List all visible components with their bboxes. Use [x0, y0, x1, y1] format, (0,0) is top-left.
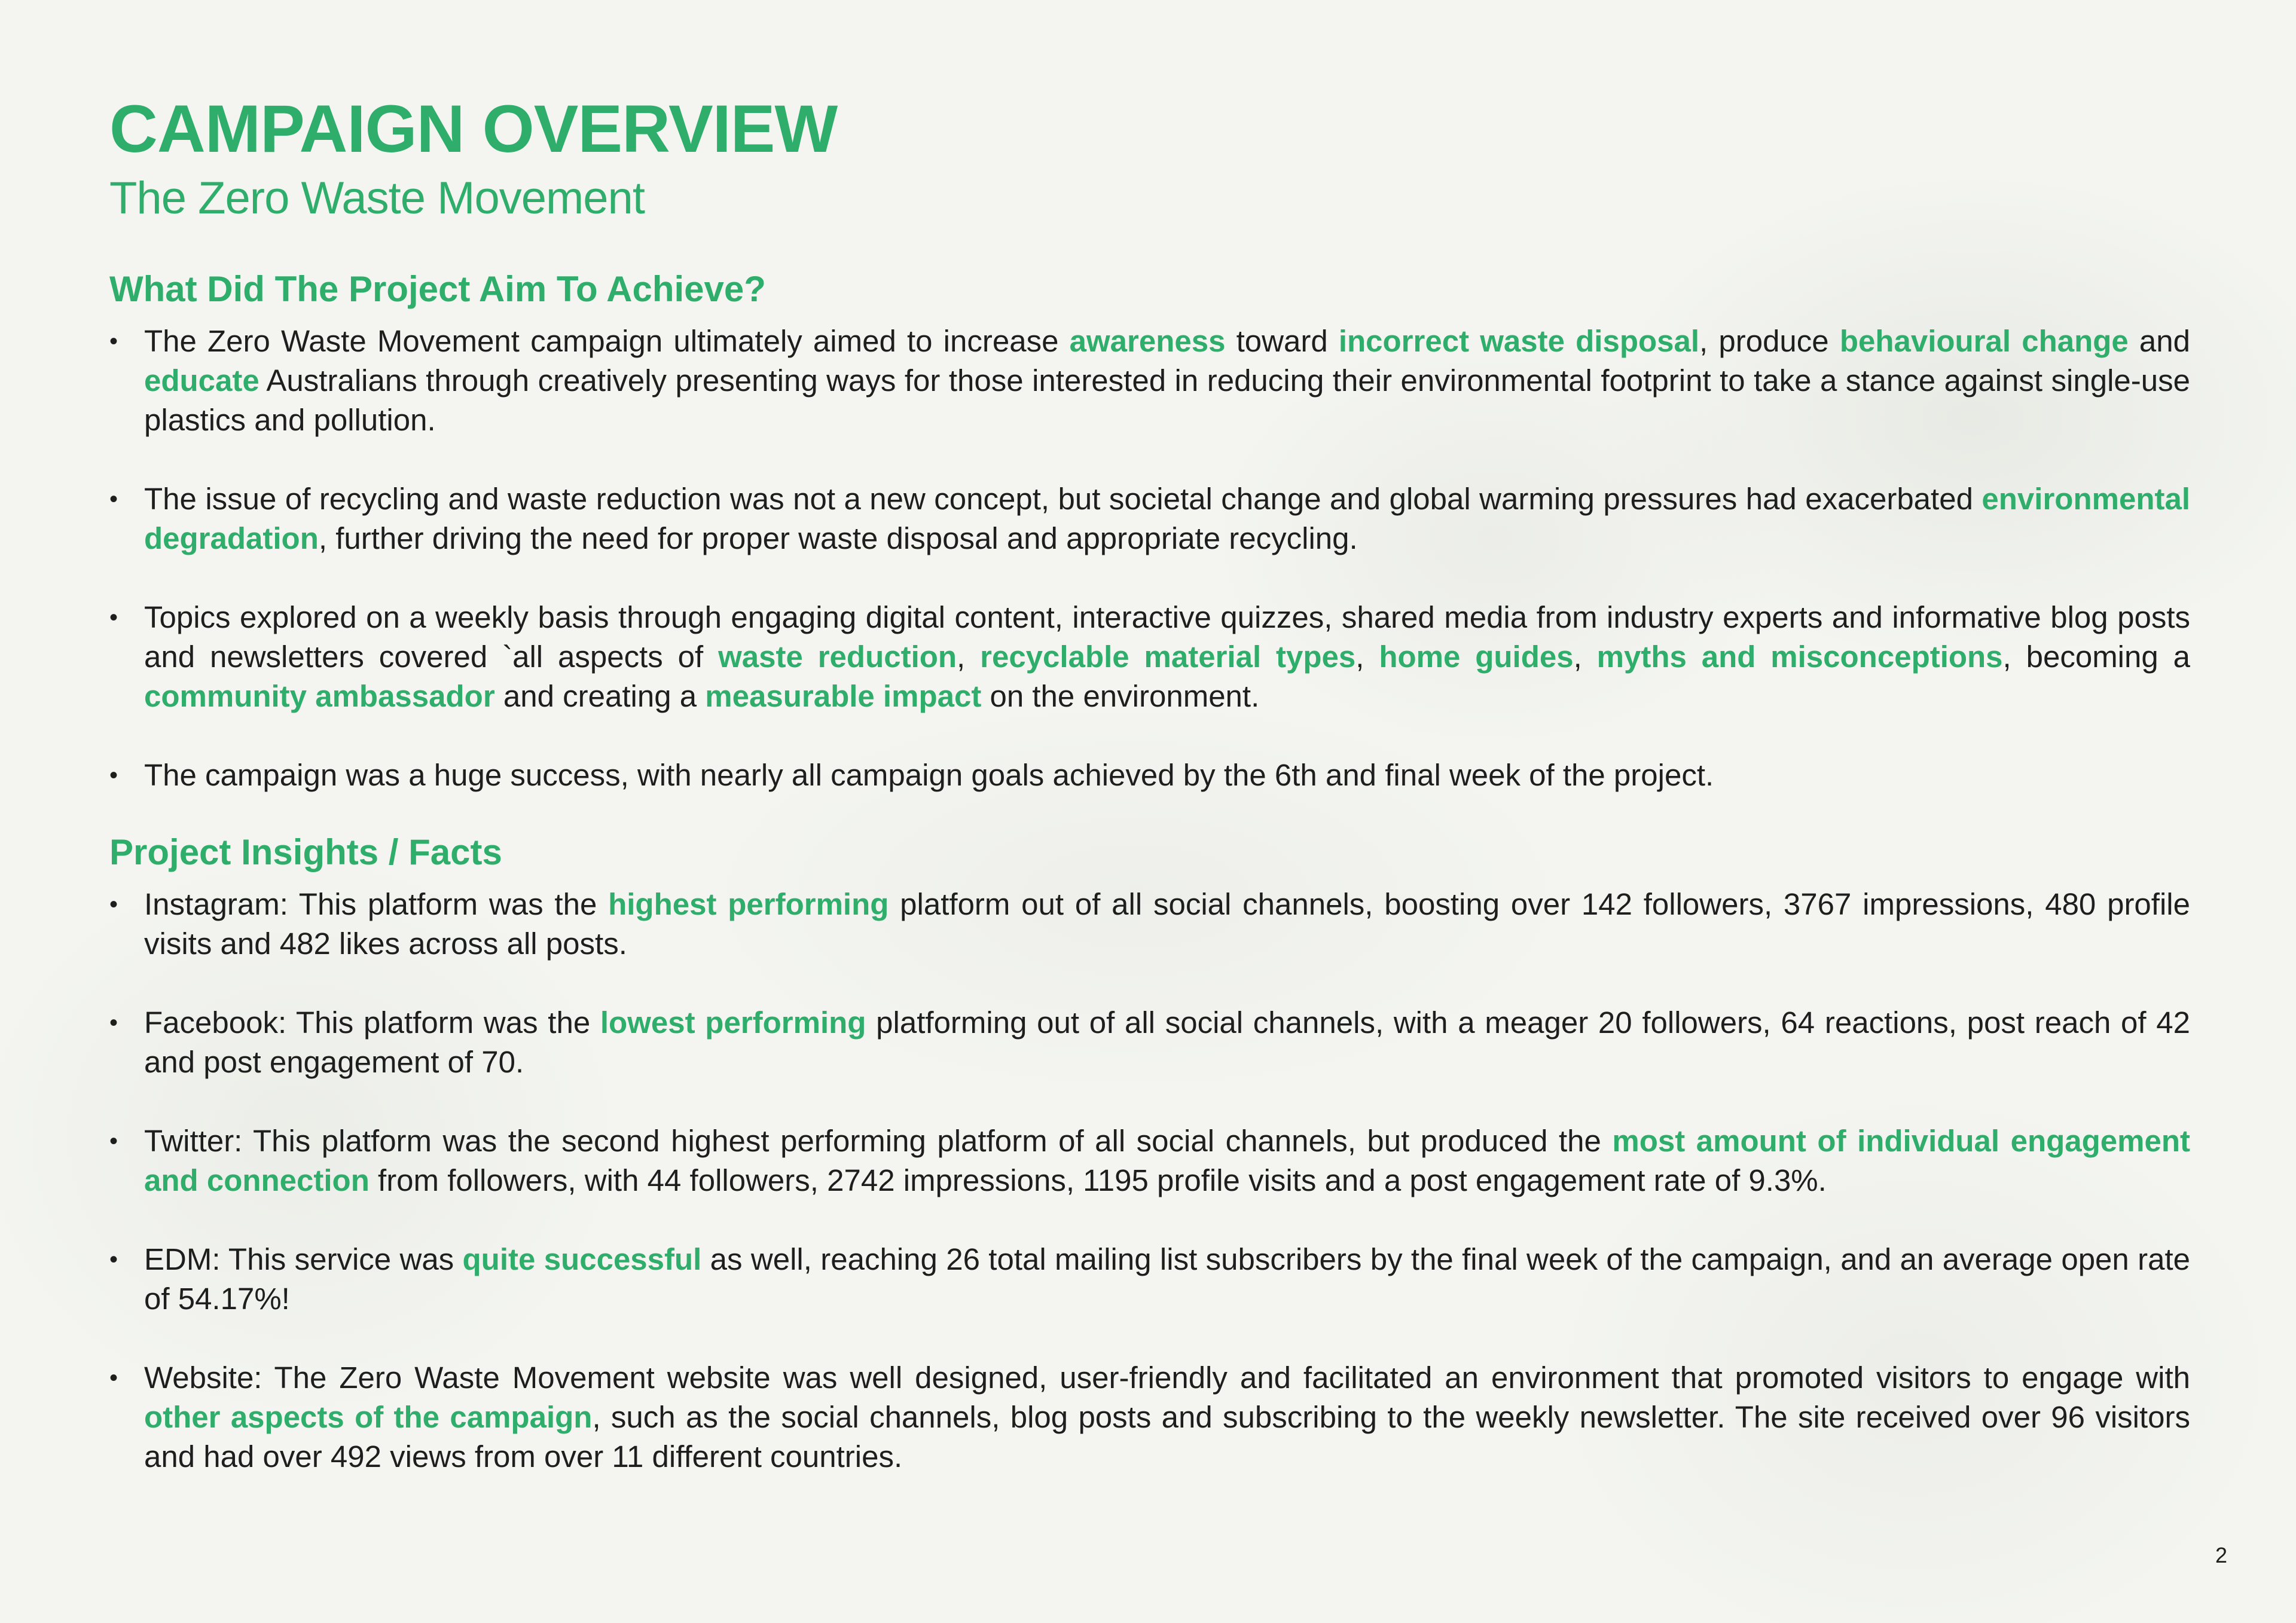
- section-heading-insights: Project Insights / Facts: [109, 832, 502, 872]
- page-title: CAMPAIGN OVERVIEW: [109, 91, 838, 166]
- text-segment: and: [2128, 323, 2191, 358]
- text-segment: Website: The Zero Waste Movement website was well designed, user-friendly and facilitated an environment that promoted visitors to engage with: [144, 1360, 2190, 1395]
- page-number: 2: [2215, 1543, 2227, 1567]
- bullet-text: [144, 887, 2190, 961]
- insight-bullet-item: [109, 885, 2190, 964]
- highlight-text: other aspects of the campaign: [144, 1399, 593, 1434]
- insight-bullet-item: [109, 1358, 2190, 1477]
- bullet-dot: •: [109, 328, 118, 354]
- insight-bullet-item: [109, 1240, 2190, 1319]
- section-heading-aim: What Did The Project Aim To Achieve?: [109, 268, 766, 309]
- bullet-dot: •: [109, 1127, 118, 1154]
- bullet-text: [144, 324, 2190, 437]
- highlight-text: quite successful: [462, 1242, 702, 1276]
- aim-bullet-list: [109, 322, 2190, 795]
- aim-bullet-item: [109, 479, 2190, 558]
- text-segment: Twitter: This platform was the second highest performing platform of all social channels, but produced the: [144, 1123, 1613, 1158]
- bullet-dot: •: [109, 485, 118, 512]
- bullet-text: [144, 1124, 2190, 1197]
- text-segment: ,: [957, 639, 981, 674]
- text-segment: , further driving the need for proper waste disposal and appropriate recycling.: [318, 521, 1358, 555]
- text-segment: ,: [1573, 639, 1597, 674]
- insight-bullet-item: [109, 1121, 2190, 1200]
- highlight-text: awareness: [1069, 323, 1226, 358]
- bullet-text: [144, 758, 1714, 792]
- text-segment: and creating a: [494, 678, 706, 713]
- highlight-text: incorrect waste disposal: [1338, 323, 1700, 358]
- text-segment: ,: [1355, 639, 1379, 674]
- bullet-text: [144, 1361, 2190, 1474]
- document-page: [109, 91, 2191, 1477]
- highlight-text: behavioural change: [1839, 323, 2129, 358]
- highlight-text: home guides: [1379, 639, 1574, 674]
- highlight-text: environmental degradation: [144, 481, 2190, 555]
- bullet-dot: •: [109, 1246, 118, 1273]
- bullet-text: [144, 600, 2190, 713]
- highlight-text: waste reduction: [718, 639, 957, 674]
- highlight-text: most amount of individual engagement and connection: [144, 1123, 2190, 1197]
- text-segment: from followers, with 44 followers, 2742 impressions, 1195 profile visits and a post engagement rate of 9.3%.: [369, 1163, 1827, 1197]
- insight-bullet-item: [109, 1003, 2190, 1082]
- bullet-text: [144, 482, 2190, 555]
- bullet-dot: •: [109, 604, 118, 631]
- bullet-dot: •: [109, 762, 118, 788]
- highlight-text: myths and misconceptions: [1596, 639, 2003, 674]
- bullet-dot: •: [109, 1364, 118, 1391]
- aim-bullet-item: [109, 598, 2190, 716]
- text-segment: Australians through creatively presenting ways for those interested in reducing their environmental footprint to take a stance against single-use plastics and pollution.: [144, 363, 2190, 437]
- text-segment: as well, reaching 26 total mailing list subscribers by the final week of the campaign, and an average open rate of 54.17%!: [144, 1242, 2191, 1316]
- text-segment: platform out of all social channels, boosting over 142 followers, 3767 impressions, 480 profile visits and 482 likes across all posts.: [144, 887, 2190, 961]
- highlight-text: lowest performing: [600, 1005, 866, 1040]
- text-segment: Facebook: This platform was the: [144, 1005, 600, 1040]
- text-segment: , becoming a: [2002, 639, 2190, 674]
- highlight-text: recyclable material types: [980, 639, 1356, 674]
- text-segment: , such as the social channels, blog posts and subscribing to the weekly newsletter. The site received over 96 visitors and had over 492 views from over 11 different countries.: [144, 1399, 2191, 1474]
- highlight-text: community ambassador: [144, 678, 495, 713]
- highlight-text: educate: [144, 363, 259, 398]
- text-segment: The Zero Waste Movement campaign ultimately aimed to increase: [144, 323, 1070, 358]
- bullet-dot: •: [109, 1009, 118, 1036]
- text-segment: on the environment.: [981, 678, 1260, 713]
- text-segment: EDM: This service was: [144, 1242, 463, 1276]
- aim-bullet-item: [109, 756, 2190, 795]
- text-segment: The campaign was a huge success, with nearly all campaign goals achieved by the 6th and final week of the project.: [144, 757, 1714, 792]
- text-segment: Instagram: This platform was the: [144, 887, 609, 921]
- text-segment: , produce: [1699, 323, 1840, 358]
- bullet-dot: •: [109, 891, 118, 918]
- insights-bullet-list: [109, 885, 2190, 1477]
- bullet-text: [144, 1242, 2190, 1316]
- highlight-text: measurable impact: [705, 678, 982, 713]
- highlight-text: highest performing: [608, 887, 889, 921]
- text-segment: The issue of recycling and waste reduction was not a new concept, but societal change and global warming pressures had exacerbated: [144, 481, 1982, 516]
- text-segment: platforming out of all social channels, with a meager 20 followers, 64 reactions, post reach of 42 and post engagement of 70.: [144, 1005, 2190, 1079]
- bullet-text: [144, 1005, 2190, 1079]
- page-subtitle: The Zero Waste Movement: [109, 173, 645, 224]
- aim-bullet-item: [109, 322, 2190, 440]
- text-segment: toward: [1225, 323, 1339, 358]
- text-segment: Topics explored on a weekly basis through engaging digital content, interactive quizzes, shared media from industry experts and informative blog posts and newsletters covered `all aspects of: [144, 600, 2190, 674]
